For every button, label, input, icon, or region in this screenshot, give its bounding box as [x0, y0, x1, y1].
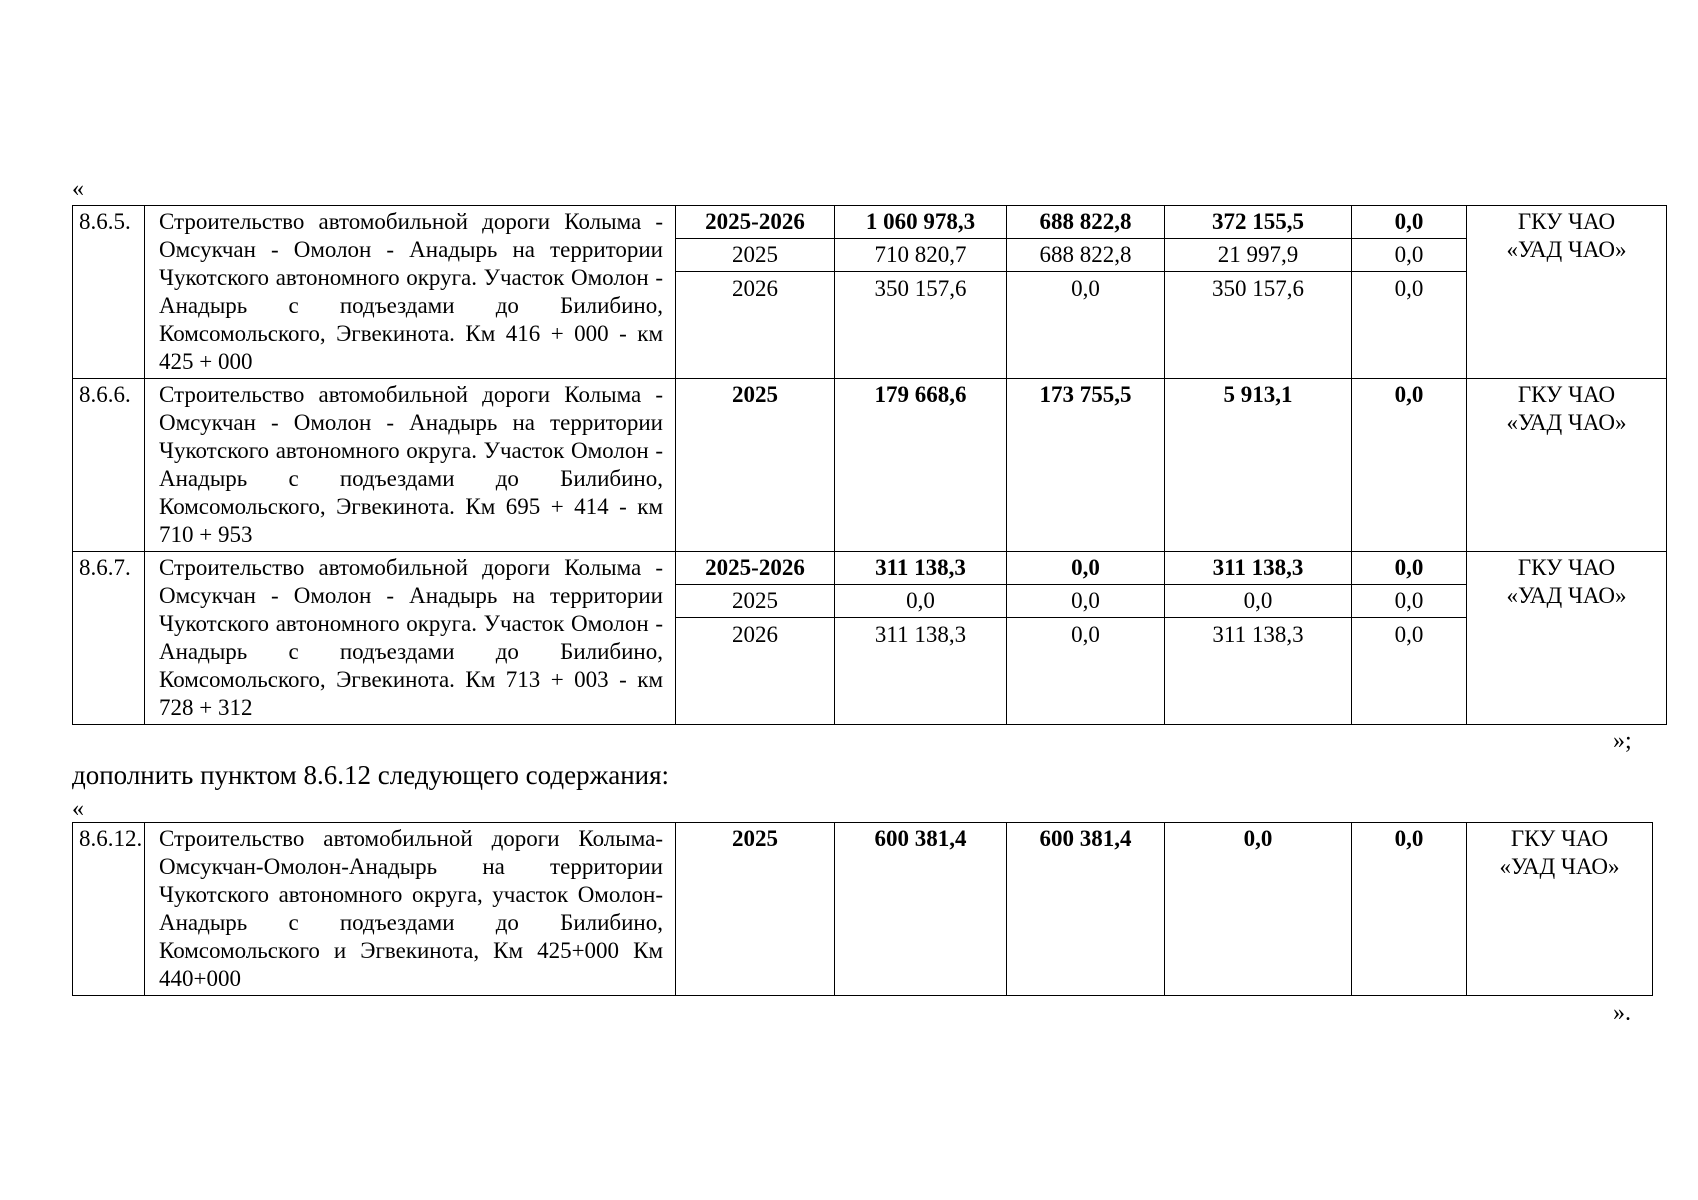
responsible-executor [1467, 206, 1667, 379]
total-cell: 0,0 [835, 585, 1006, 618]
total-cell: 350 157,6 [874, 275, 967, 301]
year-cell: 2025-2026 [676, 206, 834, 239]
item-description: Строительство автомобильной дороги Колыма-Омсукчан-Омолон-Анадырь на территории Чукотского автономного округа, участок Омолон-Анадырь с подъездами до Билибино, Комсомольского и Эгвекинота, Км 425+000 Км 440+000 [145, 823, 676, 996]
source-1-cell-column [1007, 206, 1165, 379]
year-cell-column [676, 823, 835, 996]
table-row [73, 379, 1667, 552]
responsible-line: «УАД ЧАО» [1506, 237, 1627, 262]
responsible-line: ГКУ ЧАО [1510, 826, 1609, 851]
item-description: Строительство автомобильной дороги Колыма - Омсукчан - Омолон - Анадырь на территории Чукотского автономного округа. Участок Омолон - Анадырь с подъездами до Билибино, Комсомольского, Эгвекинота. Км 713 + 003 - км 728 + 312 [145, 552, 676, 725]
table-new-item [72, 822, 1653, 996]
source-1-cell-column [1007, 823, 1165, 996]
table-row [73, 552, 1667, 725]
responsible-line: ГКУ ЧАО [1517, 555, 1616, 580]
table-row [73, 823, 1653, 996]
source-1-cell: 0,0 [1007, 585, 1164, 618]
source-2-cell-column [1165, 379, 1352, 552]
item-number: 8.6.12. [73, 823, 145, 996]
item-number: 8.6.7. [73, 552, 145, 725]
source-1-cell-column [1007, 379, 1165, 552]
source-2-cell: 372 155,5 [1165, 206, 1351, 239]
source-3-cell: 0,0 [1352, 206, 1466, 239]
source-1-cell: 0,0 [1071, 275, 1100, 301]
source-1-cell: 0,0 [1071, 621, 1100, 647]
year-cell-column [676, 552, 835, 725]
source-3-cell-column [1352, 823, 1467, 996]
year-cell-column [676, 206, 835, 379]
source-2-cell: 311 138,3 [1165, 552, 1351, 585]
item-description: Строительство автомобильной дороги Колыма - Омсукчан - Омолон - Анадырь на территории Чукотского автономного округа. Участок Омолон - Анадырь с подъездами до Билибино, Комсомольского, Эгвекинота. Км 695 + 414 - км 710 + 953 [145, 379, 676, 552]
year-cell-column [676, 379, 835, 552]
source-1-cell: 173 755,5 [1039, 382, 1132, 407]
source-2-cell-column [1165, 552, 1352, 725]
source-3-cell-column [1352, 206, 1467, 379]
source-2-cell: 21 997,9 [1165, 239, 1351, 272]
source-1-cell: 688 822,8 [1007, 239, 1164, 272]
total-cell-column [835, 823, 1007, 996]
paragraph-text: дополнить пунктом 8.6.12 следующего содержания: [72, 760, 670, 790]
source-1-cell-column [1007, 552, 1165, 725]
source-3-cell: 0,0 [1352, 552, 1466, 585]
open-quote-2: « [72, 796, 84, 822]
source-2-cell: 350 157,6 [1212, 275, 1304, 301]
source-3-cell: 0,0 [1394, 826, 1424, 851]
total-cell: 710 820,7 [835, 239, 1006, 272]
source-3-cell: 0,0 [1352, 239, 1466, 272]
source-2-cell: 0,0 [1165, 585, 1351, 618]
source-2-cell: 5 913,1 [1223, 382, 1293, 407]
responsible-line: «УАД ЧАО» [1499, 854, 1620, 879]
close-quote-2: ». [1613, 1000, 1631, 1026]
source-1-cell: 600 381,4 [1039, 826, 1132, 851]
source-2-cell: 0,0 [1243, 826, 1273, 851]
total-cell: 311 138,3 [835, 552, 1006, 585]
responsible-executor [1467, 552, 1667, 725]
total-cell: 1 060 978,3 [835, 206, 1006, 239]
source-3-cell: 0,0 [1394, 621, 1424, 647]
total-cell: 600 381,4 [874, 826, 967, 851]
source-3-cell: 0,0 [1394, 382, 1424, 407]
source-3-cell: 0,0 [1394, 275, 1424, 301]
table-measures [72, 205, 1667, 725]
source-3-cell-column [1352, 552, 1467, 725]
source-2-cell-column [1165, 823, 1352, 996]
total-cell-column [835, 206, 1007, 379]
item-number: 8.6.5. [73, 206, 145, 379]
responsible-line: ГКУ ЧАО [1517, 382, 1616, 407]
responsible-executor [1467, 379, 1667, 552]
year-cell: 2025 [732, 826, 778, 851]
responsible-line: «УАД ЧАО» [1506, 410, 1627, 435]
source-1-cell: 0,0 [1007, 552, 1164, 585]
item-number: 8.6.6. [73, 379, 145, 552]
total-cell: 179 668,6 [874, 382, 967, 407]
year-cell: 2026 [732, 621, 778, 647]
close-quote-1: »; [1613, 728, 1632, 754]
total-cell: 311 138,3 [874, 621, 967, 647]
responsible-line: ГКУ ЧАО [1517, 209, 1616, 234]
source-1-cell: 688 822,8 [1007, 206, 1164, 239]
year-cell: 2025 [676, 239, 834, 272]
source-3-cell: 0,0 [1352, 585, 1466, 618]
year-cell: 2025-2026 [676, 552, 834, 585]
source-2-cell: 311 138,3 [1212, 621, 1304, 647]
year-cell: 2025 [732, 382, 778, 407]
year-cell: 2026 [732, 275, 778, 301]
source-3-cell-column [1352, 379, 1467, 552]
year-cell: 2025 [676, 585, 834, 618]
item-description: Строительство автомобильной дороги Колыма - Омсукчан - Омолон - Анадырь на территории Чукотского автономного округа. Участок Омолон - Анадырь с подъездами до Билибино, Комсомольского, Эгвекинота. Км 416 + 000 - км 425 + 000 [145, 206, 676, 379]
responsible-line: «УАД ЧАО» [1506, 583, 1627, 608]
open-quote-1: « [72, 176, 84, 202]
table-row [73, 206, 1667, 379]
responsible-executor [1467, 823, 1653, 996]
total-cell-column [835, 379, 1007, 552]
total-cell-column [835, 552, 1007, 725]
source-2-cell-column [1165, 206, 1352, 379]
